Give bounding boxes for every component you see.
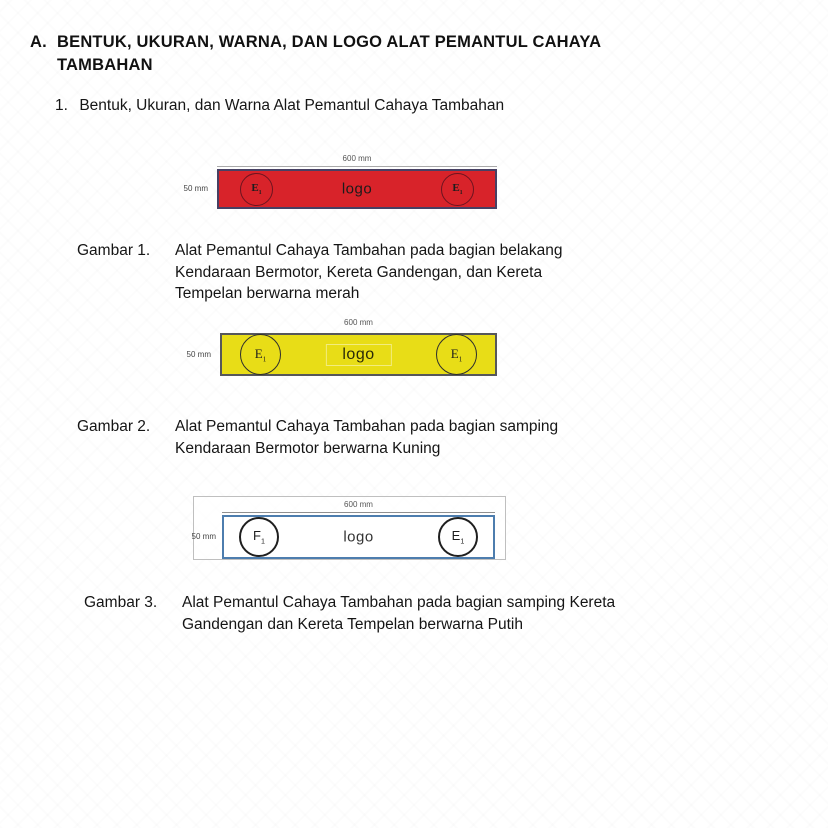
e-mark-label: $E_1$ [251, 181, 262, 197]
figure-1-red-reflector [183, 153, 497, 209]
e-mark-label: $F_1$ [253, 528, 265, 546]
width-dimension-line [222, 512, 495, 513]
logo-placeholder: logo [325, 344, 391, 366]
reflector-plate-yellow [220, 333, 497, 376]
height-dimension-label: 50 mm [191, 532, 216, 541]
figure-3-caption [84, 592, 662, 635]
logo-placeholder: logo [341, 180, 373, 198]
e-mark-circle-right [438, 517, 478, 557]
e-mark-label: $E_1$ [451, 528, 465, 546]
list-item-number: 1. [55, 97, 68, 114]
caption-text: Alat Pemantul Cahaya Tambahan pada bagian samping Kereta Gandengan dan Kereta Tempelan berwarna Putih [182, 594, 616, 633]
reflector-plate-white [222, 515, 495, 559]
e-mark-circle-right [436, 334, 477, 375]
figure-1-caption [77, 240, 575, 305]
list-item-1 [55, 97, 504, 115]
caption-text: Alat Pemantul Cahaya Tambahan pada bagian belakang Kendaraan Bermotor, Kereta Gandengan, dan Kereta Tempelan berwarna merah [175, 242, 563, 302]
section-heading [30, 31, 690, 77]
list-item-text: Bentuk, Ukuran, dan Warna Alat Pemantul Cahaya Tambahan [79, 97, 505, 114]
e-mark-circle-right [441, 173, 474, 206]
logo-placeholder: logo [343, 528, 374, 546]
height-dimension-label: 50 mm [183, 184, 208, 193]
figure-2-caption [77, 416, 575, 459]
e-mark-circle-left [239, 517, 279, 557]
caption-label: Gambar 3. [84, 594, 158, 611]
reflector-plate-red [217, 169, 497, 209]
e-mark-circle-left [240, 334, 281, 375]
caption-label: Gambar 1. [77, 242, 151, 259]
section-label: A. [30, 33, 47, 51]
width-dimension-label: 600 mm [342, 154, 372, 163]
section-title: BENTUK, UKURAN, WARNA, DAN LOGO ALAT PEMANTUL CAHAYA TAMBAHAN [57, 33, 601, 74]
e-mark-circle-left [240, 173, 273, 206]
height-dimension-label: 50 mm [186, 350, 211, 359]
caption-text: Alat Pemantul Cahaya Tambahan pada bagian samping Kendaraan Bermotor berwarna Kuning [175, 418, 559, 457]
width-dimension-label: 600 mm [344, 318, 373, 327]
figure-3-white-reflector [191, 499, 495, 559]
e-mark-label: $E_1$ [450, 345, 463, 364]
width-dimension-label: 600 mm [344, 500, 373, 509]
figure-3-frame [193, 496, 506, 560]
e-mark-label: $E_1$ [254, 345, 267, 364]
caption-label: Gambar 2. [77, 418, 151, 435]
e-mark-label: $E_1$ [452, 181, 463, 197]
figure-2-yellow-reflector [186, 317, 497, 376]
width-dimension-line [220, 330, 497, 331]
width-dimension-line [217, 166, 497, 167]
